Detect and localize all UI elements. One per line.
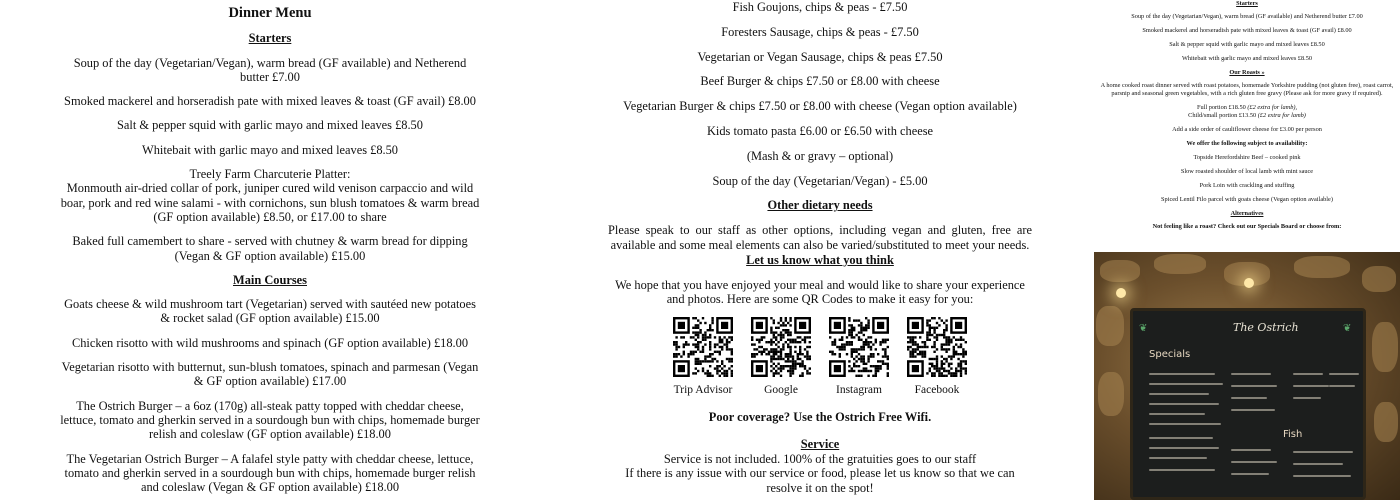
ceiling-light-icon bbox=[1244, 278, 1254, 288]
specials-board-photo bbox=[1094, 252, 1400, 500]
wifi-note: Poor coverage? Use the Ostrich Free Wifi. bbox=[708, 409, 932, 424]
leaf-icon: ❦ bbox=[1343, 323, 1352, 334]
service-heading: Service bbox=[800, 436, 840, 451]
menu-item: Smoked mackerel and horseradish pate with mixed leaves & toast (GF avail) £8.00 bbox=[64, 94, 476, 109]
board-fish: Fish bbox=[1283, 429, 1303, 440]
menu-item: Whitebait with garlic mayo and mixed leaves £8.50 bbox=[142, 142, 398, 157]
child-portion: Child/small portion £13.50 bbox=[1188, 112, 1257, 119]
charcuterie-item bbox=[58, 167, 482, 224]
roast-option: Pork Loin with crackling and stuffing bbox=[1199, 182, 1295, 189]
board-specials: Specials bbox=[1149, 349, 1191, 360]
side-order: Add a side order of cauliflower cheese for £3.00 per person bbox=[1172, 126, 1322, 133]
qr-label: Facebook bbox=[914, 384, 960, 397]
charcuterie-title: Treely Farm Charcuterie Platter: bbox=[189, 167, 351, 182]
chalkboard bbox=[1130, 308, 1366, 500]
kids-item: Vegetarian Burger & chips £7.50 or £8.00 with cheese (Vegan option available) bbox=[623, 99, 1017, 114]
qr-code-icon bbox=[673, 317, 733, 377]
kids-item: Kids tomato pasta £6.00 or £6.50 with cheese bbox=[706, 123, 934, 138]
qr-intro: We hope that you have enjoyed your meal and would like to share your experience and photos. Here are some QR Codes to make it easy for you: bbox=[615, 277, 1025, 307]
roast-option: Spiced Lentil Filo parcel with goats cheese (Vegan option available) bbox=[1161, 196, 1333, 203]
small-menu-item: Smoked mackerel and horseradish pate with mixed leaves & toast (GF avail) £8.00 bbox=[1142, 27, 1352, 34]
charcuterie-desc: Monmouth air-dried collar of pork, juniper cured wild venison carpaccio and wild boar, pork and red wine salami - with cornichons, sun blush tomatoes & warm bread (GF option available) £8.50, or £17.00 to share bbox=[60, 181, 480, 224]
dinner-menu-title: Dinner Menu bbox=[228, 5, 312, 21]
kids-item: (Mash & or gravy – optional) bbox=[746, 148, 894, 163]
menu-item: Goats cheese & wild mushroom tart (Vegetarian) served with sautéed new potatoes & rocket salad (GF option available) £15.00 bbox=[64, 297, 476, 326]
qr-code-icon bbox=[751, 317, 811, 377]
qr-code-icon bbox=[829, 317, 889, 377]
roast-option: Slow roasted shoulder of local lamb with mint sauce bbox=[1180, 168, 1314, 175]
offer-note: We offer the following subject to availability: bbox=[1186, 140, 1308, 147]
qr-label: Trip Advisor bbox=[673, 384, 733, 397]
roast-option: Topside Herefordshire Beef – cooked pink bbox=[1193, 154, 1301, 161]
menu-item: Chicken risotto with wild mushrooms and spinach (GF option available) £18.00 bbox=[71, 335, 469, 350]
portion-prices bbox=[1100, 104, 1394, 120]
menu-item: The Vegetarian Ostrich Burger – A falafel style patty with cheddar cheese, lettuce, tomato and gherkin served in a sourdough bun with chips, homemade burger relish and coleslaw (Vegan & GF option available) £18.00 bbox=[64, 451, 476, 495]
small-menu-item: Salt & pepper squid with garlic mayo and mixed leaves £8.50 bbox=[1169, 41, 1325, 48]
alternatives-heading: Alternatives bbox=[1230, 210, 1264, 217]
feedback-link: Let us know what you think bbox=[746, 252, 894, 267]
qr-google[interactable] bbox=[751, 317, 811, 398]
dietary-text: Please speak to our staff as other options, including vegan and gluten, free are available and some meal elements can also be varied/substituted to meet your needs. bbox=[608, 223, 1032, 252]
service-line: If there is any issue with our service or food, please let us know so that we can resolve it on the spot! bbox=[625, 466, 1015, 496]
full-extra: (£2 extra for lamb), bbox=[1247, 104, 1298, 111]
mains-heading: Main Courses bbox=[233, 272, 307, 287]
kids-item: Beef Burger & chips £7.50 or £8.00 with cheese bbox=[700, 74, 940, 89]
menu-item: Baked full camembert to share - served with chutney & warm bread for dipping (Vegan & GF option available) £15.00 bbox=[72, 234, 468, 263]
menu-item: Soup of the day (Vegetarian/Vegan), warm bread (GF available) and Netherend butter £7.00 bbox=[73, 55, 467, 84]
qr-label: Google bbox=[764, 384, 798, 397]
dietary-heading: Other dietary needs bbox=[767, 198, 873, 213]
starters-heading: Starters bbox=[248, 31, 292, 46]
small-starters-heading: Starters bbox=[1236, 0, 1258, 7]
dinner-menu-column bbox=[0, 0, 540, 500]
menu-item: Vegetarian risotto with butternut, sun-blush tomatoes, spinach and parmesan (Vegan & GF option available) £17.00 bbox=[61, 360, 479, 389]
small-menu-item: Soup of the day (Vegetarian/Vegan), warm bread (GF available) and Netherend butter £7.00 bbox=[1131, 13, 1363, 20]
menu-item: The Ostrich Burger – a 6oz (170g) all-steak patty topped with cheddar cheese, lettuce, tomato and gherkin served in a sourdough bun with chips, homemade burger relish and coleslaw (GF option available) £18.00 bbox=[60, 398, 480, 442]
menu-item: Salt & pepper squid with garlic mayo and mixed leaves £8.50 bbox=[117, 118, 423, 133]
kids-item: Fish Goujons, chips & peas - £7.50 bbox=[732, 0, 908, 14]
qr-tripadvisor[interactable] bbox=[673, 317, 733, 398]
qr-label: Instagram bbox=[836, 384, 882, 397]
kids-item: Soup of the day (Vegetarian/Vegan) - £5.00 bbox=[712, 173, 928, 188]
kids-item: Vegetarian or Vegan Sausage, chips & peas £7.50 bbox=[697, 49, 943, 64]
qr-instagram[interactable] bbox=[829, 317, 889, 398]
qr-codes-row bbox=[608, 317, 1032, 398]
qr-code-icon bbox=[907, 317, 967, 377]
service-line: Service is not included. 100% of the gratuities goes to our staff bbox=[663, 451, 977, 466]
leaf-icon: ❦ bbox=[1139, 323, 1148, 334]
roast-menu-column bbox=[1094, 0, 1400, 252]
small-menu-item: Whitebait with garlic mayo and mixed leaves £8.50 bbox=[1181, 55, 1313, 62]
info-column bbox=[600, 0, 1040, 500]
ceiling-light-icon bbox=[1116, 288, 1126, 298]
alternatives-text: Not feeling like a roast? Check out our Specials Board or choose from: bbox=[1152, 223, 1342, 230]
qr-facebook[interactable] bbox=[907, 317, 967, 398]
child-extra: (£2 extra for lamb) bbox=[1257, 112, 1306, 119]
board-title: The Ostrich bbox=[1233, 321, 1299, 334]
roasts-heading: Our Roasts » bbox=[1229, 69, 1265, 76]
roasts-desc: A home cooked roast dinner served with roast potatoes, homemade Yorkshire pudding (not gluten free), roast carrot, parsnip and seasonal green vegetables, with a rich gluten free gravy (Please ask for more gravy if required). bbox=[1100, 82, 1394, 97]
full-portion: Full portion £18.50 bbox=[1196, 104, 1246, 111]
kids-item: Foresters Sausage, chips & peas - £7.50 bbox=[721, 24, 919, 39]
